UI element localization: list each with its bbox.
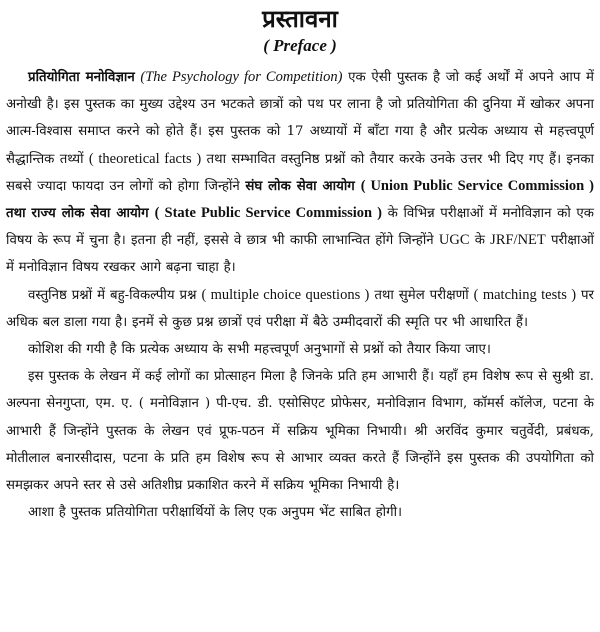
state-psc-hindi: तथा राज्य लोक सेवा आयोग — [6, 206, 155, 222]
paragraph-acknowledgements: इस पुस्तक के लेखन में कई लोगों का प्रोत्साहन मिला है जिनके प्रति हम आभारी हैं। यहाँ हम विशेष रूप से सुश्री डा. अल्पना सेनगुप्ता, एम. ए. ( मनोविज्ञान ) पी-एच. डी. एसोसिएट प्रोफेसर, मनोविज्ञान विभाग, कॉमर्स कॉलेज, पटना के आभारी हैं जिन्होंने पुस्तक के लेखन एवं प्रूफ-पठन में सक्रिय भूमिका निभायी। श्री अरविंद कुमार चतुर्वेदी, प्रबंधक, मोतीलाल बनारसीदास, पटना के प्रति हम विशेष रूप से आभार व्यक्त करते हैं जिन्होंने इस पुस्तक की उपयोगिता को समझकर अपने स्तर से उसे अतिशीघ्र प्रकाशित करने में सक्रिय भूमिका निभायी है। — [6, 369, 594, 494]
paragraph-intro — [6, 64, 594, 282]
upsc-hindi: संघ लोक सेवा आयोग — [245, 178, 361, 194]
text-segment-latin: UGC — [438, 232, 470, 249]
text-segment-latin: ( theoretical facts ) — [88, 150, 202, 167]
book-title-english: (The Psychology for Competition) — [140, 69, 343, 85]
upsc-english: ( Union Public Service Commission ) — [360, 177, 594, 194]
paragraph-closing: आशा है पुस्तक प्रतियोगिता परीक्षार्थियों के लिए एक अनुपम भेंट साबित होगी। — [28, 505, 403, 521]
text-segment: के — [469, 233, 491, 249]
text-segment: एक ऐसी पुस्तक है जो कई अर्थों में अपने आप में अनोखी है। इस पुस्तक का मुख्य उद्देश्य उन भटकते छात्रों को पथ पर लाना है जो प्रतियोगिता की दुनिया में खोकर अपना आत्म-विश्वास समाप्त करने को होते हैं। इस पुस्तक को 17 अध्यायों में बाँटा गया है और प्रत्येक अध्याय से महत्त्वपूर्ण सैद्धान्तिक तथ्यों — [6, 70, 594, 167]
text-segment: तथा सम्भावित वस्तुनिष्ठ प्रश्नों को तैयार करके उनके उत्तर भी दिए गए हैं। इनका सबसे ज्यादा फायदा उन लोगों को होगा जिन्होंने — [6, 151, 594, 194]
page-title: प्रस्तावना — [262, 5, 338, 33]
text-segment: तथा सुमेल परीक्षणों — [369, 287, 474, 303]
book-title-hindi: प्रतियोगिता मनोविज्ञान — [28, 70, 135, 85]
paragraph-effort: कोशिश की गयी है कि प्रत्येक अध्याय के सभी महत्त्वपूर्ण अनुभागों से प्रश्नों को तैयार किया जाए। — [28, 342, 491, 358]
text-segment: परीक्षाओं में मनोविज्ञान विषय रखकर आगे बढ़ना चाहा है। — [6, 233, 594, 276]
text-segment: वस्तुनिष्ठ प्रश्नों में बहु-विकल्पीय प्रश्न — [28, 287, 202, 303]
text-segment-latin: ( matching tests ) — [473, 286, 577, 303]
text-segment: के विभिन्न परीक्षाओं में मनोविज्ञान को एक विषय के रूप में चुना है। इतना ही नहीं, इससे वे छात्र भी काफी लाभान्वित होंगे जिन्होंने — [6, 206, 594, 249]
state-psc-english: ( State Public Service Commission ) — [154, 205, 382, 222]
text-segment-latin: JRF/NET — [490, 232, 546, 249]
page-subtitle: ( Preface ) — [263, 36, 337, 55]
text-segment-latin: ( multiple choice questions ) — [201, 286, 370, 303]
paragraph-objective-questions — [6, 282, 594, 336]
text-segment: पर अधिक बल डाला गया है। इनमें से कुछ प्रश्न छात्रों एवं परीक्षा में बैठे उम्मीदवारों की स्मृति पर भी आधारित हैं। — [6, 287, 594, 330]
